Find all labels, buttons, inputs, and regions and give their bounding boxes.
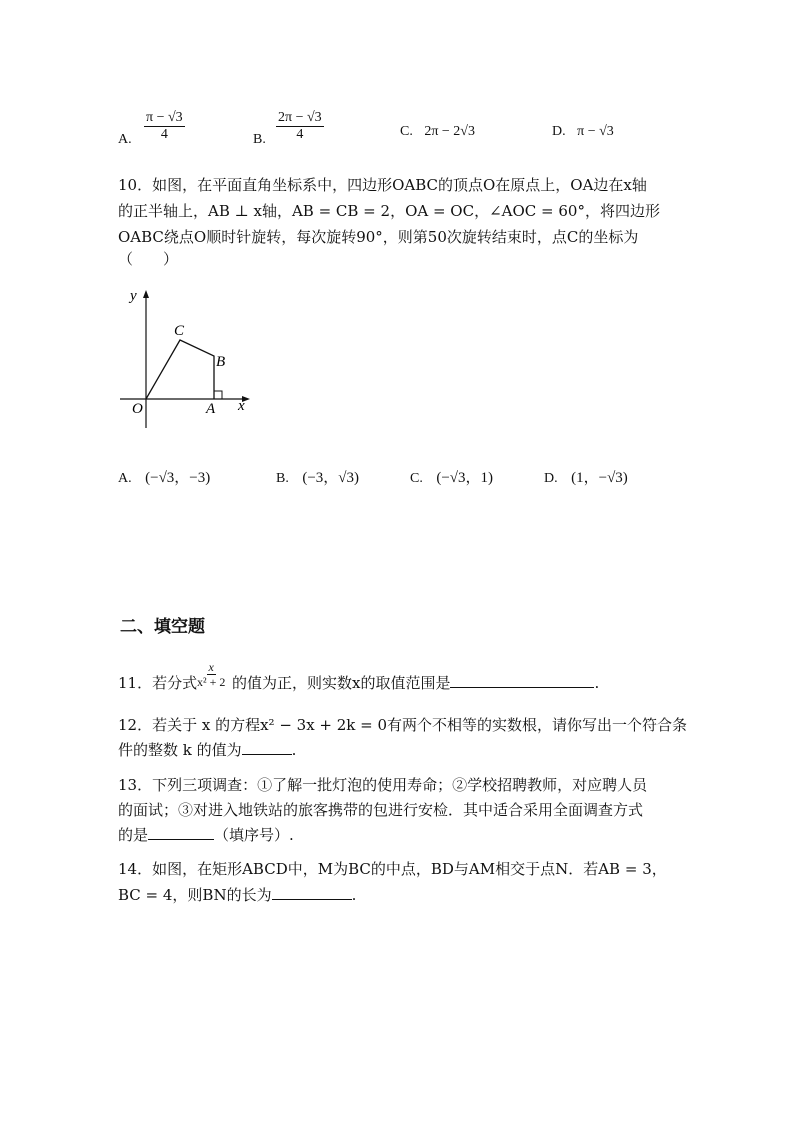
- q13-line-2: 的面试；③对进入地铁站的旅客携带的包进行安检．其中适合采用全面调查方式: [118, 801, 644, 819]
- q13-suffix: （填序号）.: [214, 826, 294, 844]
- option-label: C.: [400, 124, 413, 139]
- q9-option-d: [552, 124, 614, 140]
- label-o: O: [132, 401, 143, 417]
- fraction-denominator: x² + 2: [197, 675, 226, 689]
- q12-line-2: [118, 737, 296, 763]
- q10-line-4: （ ）: [118, 250, 179, 268]
- fraction-numerator: 2π − √3: [278, 110, 322, 125]
- option-label: A.: [118, 471, 132, 486]
- q9-option-b-fraction: [276, 110, 324, 143]
- section-heading: [120, 612, 205, 637]
- answer-blank[interactable]: [242, 738, 292, 755]
- q14-prefix: BC = 4，则BN的长为: [118, 886, 272, 904]
- label-c: C: [174, 323, 185, 339]
- fraction-numerator: x: [208, 660, 214, 674]
- option-label: D.: [544, 471, 558, 486]
- label-b: B: [216, 354, 226, 370]
- quadrilateral-oabc: [146, 340, 214, 399]
- q11-line: [118, 670, 197, 696]
- q10-option-d: [544, 466, 628, 487]
- q14-line-1: 14．如图，在矩形ABCD中，M为BC的中点，BD与AM相交于点N．若AB = 3，: [118, 860, 667, 878]
- answer-blank[interactable]: [272, 883, 352, 900]
- q12-line-1: 12．若关于 x 的方程x² − 3x + 2k = 0有两个不相等的实数根，请你写出一个符合条: [118, 716, 688, 734]
- q9-option-a-fraction: [144, 110, 185, 143]
- fraction-denominator: 4: [160, 127, 168, 142]
- q9-option-a: [118, 132, 132, 148]
- q12-text: 件的整数 k 的值为: [118, 741, 242, 759]
- q9-option-c: [400, 124, 475, 140]
- q10-coordinate-figure: [112, 282, 262, 432]
- option-label: C.: [410, 471, 423, 486]
- option-expression: π − √3: [577, 124, 614, 139]
- right-angle-mark: [214, 391, 222, 399]
- q10-option-b: [276, 466, 359, 487]
- q11-prefix: 11．若分式: [118, 674, 198, 692]
- q10-option-c: [410, 466, 493, 487]
- option-expression: 2π − 2√3: [424, 124, 475, 139]
- label-x: x: [238, 398, 245, 414]
- option-label: A.: [118, 132, 132, 147]
- label-a: A: [206, 401, 216, 417]
- option-label: D.: [552, 124, 566, 139]
- q14-end: .: [351, 886, 357, 904]
- q11-end: .: [594, 674, 600, 692]
- fraction-numerator: π − √3: [146, 110, 183, 125]
- q10-option-a: [118, 466, 210, 487]
- q10-line-3: OABC绕点O顺时针旋转，每次旋转90°，则第50次旋转结束时，点C的坐标为: [118, 228, 639, 246]
- q12-end: .: [291, 741, 297, 759]
- option-expression: (1，−√3): [571, 470, 628, 486]
- option-expression: (−√3，−3): [145, 470, 211, 486]
- answer-blank[interactable]: [450, 671, 594, 688]
- q10-line-2: 的正半轴上，AB ⊥ x轴，AB = CB = 2，OA = OC，∠AOC = 60°，将四边形: [118, 202, 660, 220]
- y-axis-arrow: [143, 290, 149, 298]
- option-label: B.: [253, 132, 266, 147]
- option-expression: (−3，√3): [302, 470, 360, 486]
- q13-prefix: 的是: [118, 826, 149, 844]
- q14-line-2: [118, 882, 356, 908]
- fraction-denominator: 4: [296, 127, 304, 142]
- q11-suffix: 的值为正，则实数x的取值范围是: [232, 674, 451, 692]
- label-y: y: [130, 288, 137, 304]
- q11-fraction: [195, 660, 227, 689]
- section-title: 二、填空题: [120, 617, 205, 637]
- q13-line-1: 13．下列三项调查：①了解一批灯泡的使用寿命；②学校招聘教师，对应聘人员: [118, 776, 648, 794]
- answer-blank[interactable]: [148, 823, 214, 840]
- q9-option-b: [253, 132, 266, 148]
- q10-line-1: 10．如图，在平面直角坐标系中，四边形OABC的顶点O在原点上，OA边在x轴: [118, 176, 647, 194]
- option-label: B.: [276, 471, 289, 486]
- option-expression: (−√3，1): [436, 470, 494, 486]
- q11-rest: [232, 670, 599, 696]
- q13-line-3: [118, 822, 294, 848]
